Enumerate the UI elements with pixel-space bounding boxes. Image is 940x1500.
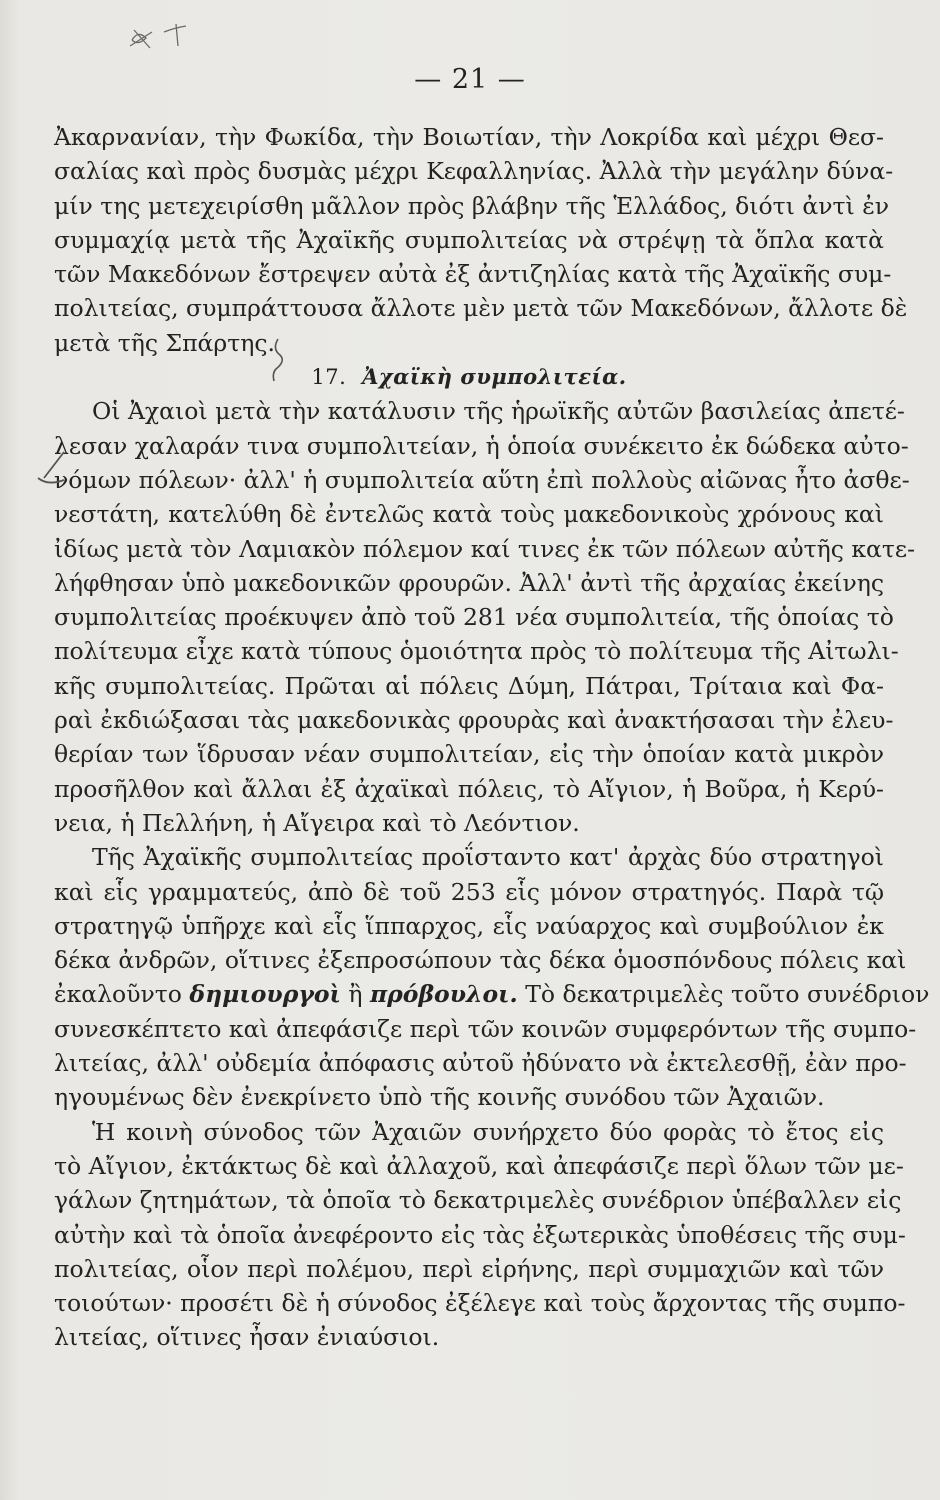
text-line: τὸ Αἴγιον, ἐκτάκτως δὲ καὶ ἀλλαχοῦ, καὶ ἀπεφάσιζε περὶ ὅλων τῶν με- bbox=[54, 1151, 904, 1180]
text-line: μίν της μετεχειρίσθη μᾶλλον πρὸς βλάβην τῆς Ἑλλάδος, διότι ἀντὶ ἐν bbox=[54, 191, 890, 220]
paragraph-3 bbox=[54, 840, 930, 1114]
text-line: θερίαν των ἵδρυσαν νέαν συμπολιτείαν, εἰς τὴν ὁποίαν κατὰ μικρὸν bbox=[54, 740, 884, 769]
text-line: κῆς συμπολιτείας. Πρῶται αἱ πόλεις Δύμη, Πάτραι, Τρίταια καὶ Φα- bbox=[54, 671, 884, 700]
term-demiourgoi: δημιουργοὶ bbox=[189, 980, 341, 1009]
text-line: πολιτείας, συμπράττουσα ἄλλοτε μὲν μετὰ τῶν Μακεδόνων, ἄλλοτε δὲ bbox=[54, 294, 908, 323]
text-line: συνεσκέπτετο καὶ ἀπεφάσιζε περὶ τῶν κοινῶν συμφερόντων τῆς συμπο- bbox=[54, 1014, 917, 1043]
text-line: λήφθησαν ὑπὸ μακεδονικῶν φρουρῶν. Ἀλλ' ἀντὶ τῆς ἀρχαίας ἐκείνης bbox=[54, 568, 884, 597]
text-fragment: ἢ bbox=[340, 980, 370, 1009]
section-title: Ἀχαϊκὴ συμπολιτεία. bbox=[362, 364, 627, 390]
text-line: νόμων πόλεων· ἀλλ' ἡ συμπολιτεία αὕτη ἐπὶ πολλοὺς αἰῶνας ἦτο ἀσθε- bbox=[54, 465, 910, 494]
text-line: δέκα ἀνδρῶν, οἵτινες ἐξεπροσώπουν τὰς δέκα ὁμοσπόνδους πόλεις καὶ bbox=[54, 946, 907, 975]
text-line: Ἀκαρνανίαν, τὴν Φωκίδα, τὴν Βοιωτίαν, τὴν Λοκρίδα καὶ μέχρι Θεσ- bbox=[54, 123, 884, 151]
pencil-scribble-mark bbox=[120, 18, 200, 58]
section-heading bbox=[54, 360, 884, 394]
text-line: γάλων ζητημάτων, τὰ ὁποῖα τὸ δεκατριμελὲς συνέδριον ὑπέβαλλεν εἰς bbox=[54, 1186, 902, 1215]
text-line: λιτείας, ἀλλ' οὐδεμία ἀπόφασις αὐτοῦ ἠδύνατο νὰ ἐκτελεσθῇ, ἐὰν προ- bbox=[54, 1049, 907, 1078]
text-fragment: Τὸ δεκατριμελὲς τοῦτο συνέδριον bbox=[517, 980, 930, 1009]
text-line: μετὰ τῆς Σπάρτης. bbox=[54, 328, 275, 357]
text-line bbox=[54, 977, 930, 1011]
text-line: ραὶ ἐκδιώξασαι τὰς μακεδονικὰς φρουρὰς καὶ ἀνακτήσασαι τὴν ἐλευ- bbox=[54, 706, 894, 735]
page-number: — 21 — bbox=[414, 64, 526, 95]
text-line: λεσαν χαλαράν τινα συμπολιτείαν, ἡ ὁποία συνέκειτο ἐκ δώδεκα αὐτο- bbox=[54, 431, 909, 460]
text-line: Ἡ κοινὴ σύνοδος τῶν Ἀχαιῶν συνήρχετο δύο φορὰς τὸ ἔτος εἰς bbox=[92, 1117, 884, 1146]
body-text bbox=[54, 120, 930, 1355]
text-line: Οἱ Ἀχαιοὶ μετὰ τὴν κατάλυσιν τῆς ἡρωϊκῆς αὐτῶν βασιλείας ἀπετέ- bbox=[92, 397, 905, 426]
text-line: καὶ εἷς γραμματεύς, ἀπὸ δὲ τοῦ 253 εἷς μόνον στρατηγός. Παρὰ τῷ bbox=[54, 877, 884, 906]
text-line: στρατηγῷ ὑπῆρχε καὶ εἷς ἵππαρχος, εἷς ναύαρχος καὶ συμβούλιον ἐκ bbox=[54, 911, 884, 940]
text-line: νεια, ἡ Πελλήνη, ἡ Αἴγειρα καὶ τὸ Λεόντιον. bbox=[54, 808, 580, 837]
text-line: Τῆς Ἀχαϊκῆς συμπολιτείας προΐσταντο κατ' ἀρχὰς δύο στρατηγοὶ bbox=[92, 843, 884, 872]
text-line: πολιτείας, οἷον περὶ πολέμου, περὶ εἰρήνης, περὶ συμμαχιῶν καὶ τῶν bbox=[54, 1254, 884, 1283]
text-fragment: ἐκαλοῦντο bbox=[54, 980, 190, 1009]
text-line: τῶν Μακεδόνων ἔστρεψεν αὐτὰ ἐξ ἀντιζηλίας κατὰ τῆς Ἀχαϊκῆς συμ- bbox=[54, 260, 892, 289]
text-line: σαλίας καὶ πρὸς δυσμὰς μέχρι Κεφαλληνίας. Ἀλλὰ τὴν μεγάλην δύνα- bbox=[54, 157, 894, 186]
text-line: λιτείας, οἵτινες ἦσαν ἐνιαύσιοι. bbox=[54, 1323, 440, 1352]
text-line: συμμαχίᾳ μετὰ τῆς Ἀχαϊκῆς συμπολιτείας νὰ στρέψῃ τὰ ὅπλα κατὰ bbox=[54, 225, 884, 254]
text-line: πολίτευμα εἶχε κατὰ τύπους ὁμοιότητα πρὸς τὸ πολίτευμα τῆς Αἰτωλι- bbox=[54, 637, 899, 666]
paragraph-1 bbox=[54, 120, 908, 360]
text-line: ηγουμένως δὲν ἐνεκρίνετο ὑπὸ τῆς κοινῆς συνόδου τῶν Ἀχαιῶν. bbox=[54, 1083, 825, 1112]
text-line: συμπολιτείας προέκυψεν ἀπὸ τοῦ 281 νέα συμπολιτεία, τῆς ὁποίας τὸ bbox=[54, 603, 894, 632]
text-line: προσῆλθον καὶ ἄλλαι ἐξ ἀχαϊκαὶ πόλεις, τὸ Αἴγιον, ἡ Βοῦρα, ἡ Κερύ- bbox=[54, 774, 884, 803]
paragraph-4 bbox=[54, 1115, 906, 1355]
section-number: 17. bbox=[311, 365, 347, 390]
text-line: νεστάτη, κατελύθη δὲ ἐντελῶς κατὰ τοὺς μακεδονικοὺς χρόνους καὶ bbox=[54, 500, 884, 529]
text-line: ἰδίως μετὰ τὸν Λαμιακὸν πόλεμον καί τινες ἐκ τῶν πόλεων αὐτῆς κατε- bbox=[54, 534, 916, 563]
text-line: τοιούτων· προσέτι δὲ ἡ σύνοδος ἐξέλεγε καὶ τοὺς ἄρχοντας τῆς συμπο- bbox=[54, 1289, 906, 1318]
paragraph-2 bbox=[54, 394, 916, 840]
text-line: αὐτὴν καὶ τὰ ὁποῖα ἀνεφέροντο εἰς τὰς ἐξωτερικὰς ὑποθέσεις τῆς συμ- bbox=[54, 1220, 906, 1249]
term-provouloi: πρόβουλοι. bbox=[369, 980, 518, 1009]
